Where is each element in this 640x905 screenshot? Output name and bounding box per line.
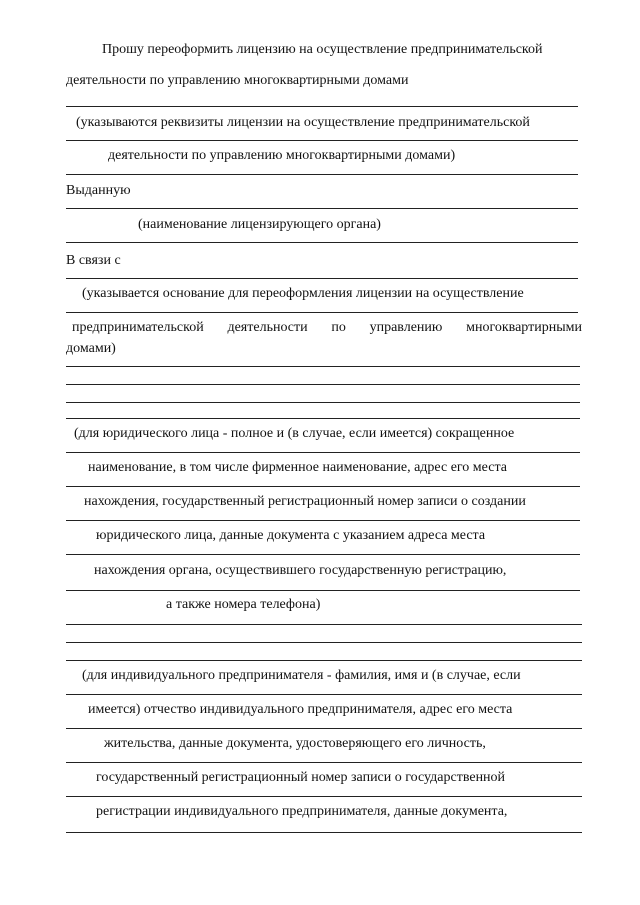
legal-entity-hint-line-2: наименование, в том числе фирменное наименование, адрес его места xyxy=(88,460,507,475)
reason-hint-line-1: (указывается основание для переоформления лицензии на осуществление xyxy=(82,286,524,301)
reason-word: предпринимательской xyxy=(72,320,204,335)
individual-line-5[interactable] xyxy=(66,832,582,833)
issued-hint: (наименование лицензирующего органа) xyxy=(138,217,381,232)
individual-line-2[interactable] xyxy=(66,728,582,729)
license-line-3[interactable] xyxy=(66,174,578,175)
legal-entity-hint-line-6: а также номера телефона) xyxy=(166,597,321,612)
legal-entity-line-2[interactable] xyxy=(66,486,580,487)
legal-entity-line-1[interactable] xyxy=(66,452,580,453)
legal-entity-hint-line-4: юридического лица, данные документа с указанием адреса места xyxy=(96,528,486,543)
individual-hint-line-3: жительства, данные документа, удостоверяющего его личность, xyxy=(104,736,486,751)
reason-word: деятельности xyxy=(227,320,308,335)
legal-entity-line-7[interactable] xyxy=(66,642,582,643)
legal-entity-line-8[interactable] xyxy=(66,660,582,661)
license-line-1[interactable] xyxy=(66,106,578,107)
reason-word: по xyxy=(331,320,346,335)
reason-hint-line-2 xyxy=(72,320,582,336)
legal-entity-line-6[interactable] xyxy=(66,624,582,625)
individual-line-1[interactable] xyxy=(66,694,582,695)
legal-entity-hint-line-3: нахождения, государственный регистрационный номер записи о создании xyxy=(84,494,526,509)
reason-word: многоквартирными xyxy=(466,320,582,335)
individual-hint-line-2: имеется) отчество индивидуального предпринимателя, адрес его места xyxy=(88,702,513,717)
reason-label: В связи с xyxy=(66,253,121,268)
individual-hint-line-4: государственный регистрационный номер записи о государственной xyxy=(96,770,506,785)
issued-label: Выданную xyxy=(66,183,131,198)
legal-entity-line-5[interactable] xyxy=(66,590,580,591)
reason-line-3[interactable] xyxy=(66,366,580,367)
intro-line-1: Прошу переоформить лицензию на осуществление предпринимательской xyxy=(102,42,543,57)
individual-hint-line-1: (для индивидуального предпринимателя - фамилия, имя и (в случае, если xyxy=(82,668,521,683)
license-hint-line-2: деятельности по управлению многоквартирными домами) xyxy=(108,148,456,163)
reason-hint-line-3: домами) xyxy=(66,341,116,356)
individual-hint-line-5: регистрации индивидуального предпринимателя, данные документа, xyxy=(96,804,508,819)
reason-word: управлению xyxy=(369,320,443,335)
reason-line-2[interactable] xyxy=(66,312,578,313)
reason-line-6[interactable] xyxy=(66,418,580,419)
license-line-2[interactable] xyxy=(66,140,578,141)
legal-entity-line-3[interactable] xyxy=(66,520,580,521)
license-hint-line-1: (указываются реквизиты лицензии на осуществление предпринимательской xyxy=(76,115,530,130)
issued-line-1[interactable] xyxy=(66,208,578,209)
intro-line-2: деятельности по управлению многоквартирными домами xyxy=(66,73,409,88)
legal-entity-hint-line-1: (для юридического лица - полное и (в случае, если имеется) сокращенное xyxy=(74,426,515,441)
legal-entity-line-4[interactable] xyxy=(66,554,580,555)
reason-line-5[interactable] xyxy=(66,402,580,403)
legal-entity-hint-line-5: нахождения органа, осуществившего государственную регистрацию, xyxy=(94,563,507,578)
individual-line-3[interactable] xyxy=(66,762,582,763)
reason-line-4[interactable] xyxy=(66,384,580,385)
reason-line-1[interactable] xyxy=(66,278,578,279)
individual-line-4[interactable] xyxy=(66,796,582,797)
issued-line-2[interactable] xyxy=(66,242,578,243)
